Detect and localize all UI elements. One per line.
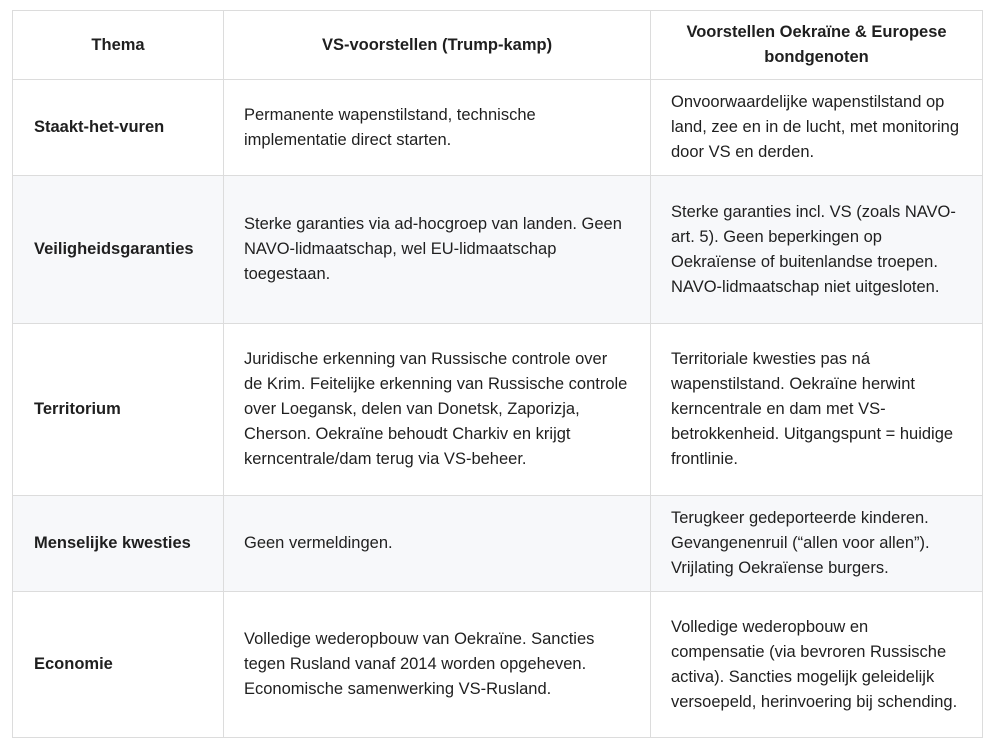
header-theme: Thema <box>13 11 224 80</box>
theme-cell: Staakt-het-vuren <box>13 80 224 176</box>
table-row <box>13 496 983 592</box>
header-row <box>13 11 983 80</box>
theme-cell: Menselijke kwesties <box>13 496 224 592</box>
table-header <box>13 11 983 80</box>
theme-cell: Veiligheidsgaranties <box>13 176 224 324</box>
us-proposal-cell: Geen vermeldingen. <box>224 496 651 592</box>
header-us-proposals: VS-voorstellen (Trump-kamp) <box>224 11 651 80</box>
us-proposal-cell: Juridische erkenning van Russische controle over de Krim. Feitelijke erkenning van Russische controle over Loegansk, delen van Donetsk, Zaporizja, Cherson. Oekraïne behoudt Charkiv en krijgt kerncentrale/dam terug via VS-beheer. <box>224 324 651 496</box>
us-proposal-cell: Permanente wapenstilstand, technische implementatie direct starten. <box>224 80 651 176</box>
table-row <box>13 592 983 738</box>
table-row <box>13 324 983 496</box>
ukraine-europe-proposal-cell: Volledige wederopbouw en compensatie (via bevroren Russische activa). Sancties mogelijk geleidelijk versoepeld, herinvoering bij schending. <box>651 592 983 738</box>
ukraine-europe-proposal-cell: Sterke garanties incl. VS (zoals NAVO-art. 5). Geen beperkingen op Oekraïense of buitenlandse troepen. NAVO-lidmaatschap niet uitgesloten. <box>651 176 983 324</box>
theme-cell: Territorium <box>13 324 224 496</box>
us-proposal-cell: Sterke garanties via ad-hocgroep van landen. Geen NAVO-lidmaatschap, wel EU-lidmaatschap toegestaan. <box>224 176 651 324</box>
us-proposal-cell: Volledige wederopbouw van Oekraïne. Sancties tegen Rusland vanaf 2014 worden opgeheven. Economische samenwerking VS-Rusland. <box>224 592 651 738</box>
table-row <box>13 176 983 324</box>
header-ukraine-europe-proposals: Voorstellen Oekraïne & Europese bondgenoten <box>651 11 983 80</box>
ukraine-europe-proposal-cell: Onvoorwaardelijke wapenstilstand op land, zee en in de lucht, met monitoring door VS en derden. <box>651 80 983 176</box>
table-body <box>13 80 983 738</box>
comparison-table <box>12 10 983 738</box>
theme-cell: Economie <box>13 592 224 738</box>
ukraine-europe-proposal-cell: Territoriale kwesties pas ná wapenstilstand. Oekraïne herwint kerncentrale en dam met VS-betrokkenheid. Uitgangspunt = huidige frontlinie. <box>651 324 983 496</box>
ukraine-europe-proposal-cell: Terugkeer gedeporteerde kinderen. Gevangenenruil (“allen voor allen”). Vrijlating Oekraïense burgers. <box>651 496 983 592</box>
comparison-table-container <box>12 10 982 738</box>
table-row <box>13 80 983 176</box>
